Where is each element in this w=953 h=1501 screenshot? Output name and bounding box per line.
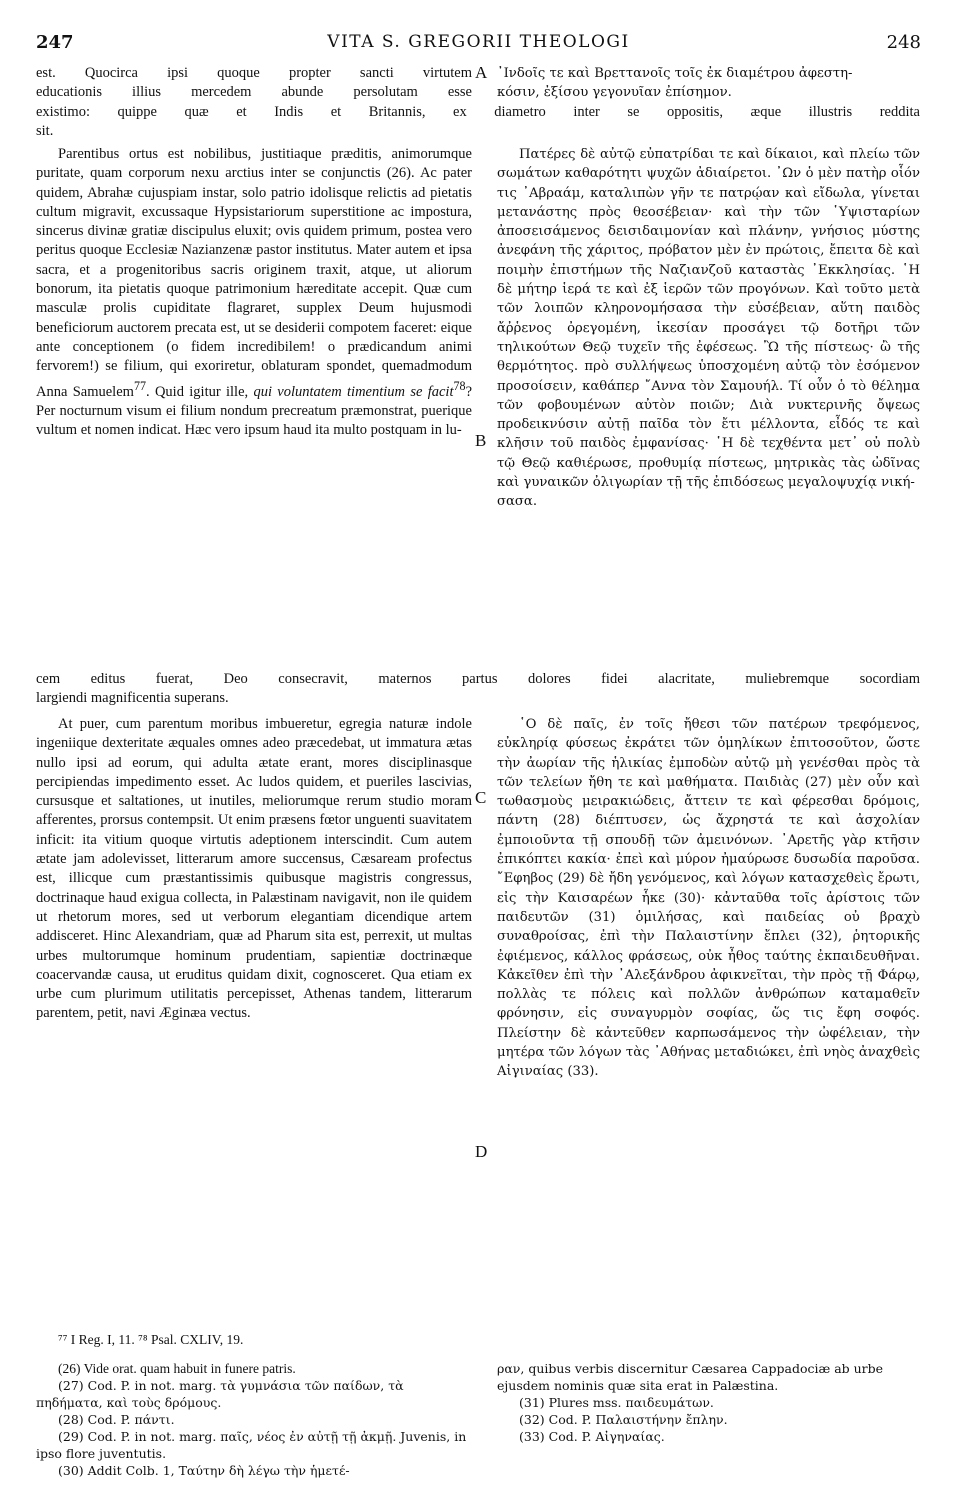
top-full-width xyxy=(36,103,920,142)
para1-latin-c: ? Per nocturnum visum ei filium nondum precreatum præmonstrat, puerique vultum et nomen indicat. Hæc vero ipsum haud ita multo postquam in lu- xyxy=(36,383,473,438)
margin-marker-c: C xyxy=(475,788,487,807)
mid-full-line-2: largiendi magnificentia superans. xyxy=(36,690,229,707)
para2-greek xyxy=(497,715,920,1082)
top-greek-line-2: κόσιν, ἐξίσου γεγονυῖαν ἐπίσημον. xyxy=(497,85,732,101)
note-28: (28) Cod. P. πάντι. xyxy=(58,1412,175,1427)
top-greek-line-1: ᾽Ινδοῖς τε καὶ Βρεττανοῖς τοῖς ἐκ διαμέτρου ἀφεστη- xyxy=(497,66,853,81)
para2-latin xyxy=(36,715,472,1024)
margin-marker-b: B xyxy=(475,431,487,450)
top-full-line-1: existimo: quippe quæ et Indis et Britannis, ex diametro inter se oppositis, æque illustris reddita xyxy=(36,104,920,120)
note-31: (31) Plures mss. παιδευμάτων. xyxy=(519,1395,714,1410)
note-27: (27) Cod. P. in not. marg. τὰ γυμνάσια τῶν παίδων, τὰ πηδήματα, καὶ τοὺς δρόμους. xyxy=(36,1378,404,1410)
para1-greek-end: σασα. xyxy=(497,494,538,510)
footnote-ref-78: 78 xyxy=(453,378,466,393)
para1-latin-italic: qui voluntatem timentium se facit xyxy=(253,383,454,400)
para1-latin-a: Parentibus ortus est nobilibus, justitiaque præditis, animorumque puritate, quam corporum nexu arctius inter se conjunctis (26). Ac pater quidem, Abrahæ cujuspiam instar, solo patrio idolisque relictis ad pietatis cultum migravit, excussaque Hypsistariorum superstitione ac impostura, sincerus divinæ gratiæ discipulus eluxit; ovis quidem primum, postea vero peritus quoque Ecclesiæ Nazianzenæ pastor institutus. Mater autem et ipsa sacra, et a progenitoribus sacris originem traxit, atque, ut aliorum bonorum, ita pietatis quoque patrimonium hæreditate accepit. Quæ cum masculæ prolis cupiditate flagraret, supplex Deum hujusmodi beneficiorum auctorem precata est, ut se desiderii compotem faceret: eique ante conceptionem (o fidem incredibilem! o prædicandum animi fervorem!) se filium, qui exoriretur, oblaturam spondet, quemadmodum Anna Samuelem xyxy=(36,146,472,400)
note-26: (26) Vide orat. quam habuit in funere patris. xyxy=(58,1361,296,1376)
para1-latin-text xyxy=(36,145,472,440)
notes-right xyxy=(497,1360,920,1445)
page-header xyxy=(36,32,921,56)
note-33: (33) Cod. P. Αἰγηναίας. xyxy=(519,1429,665,1444)
margin-marker-d: D xyxy=(475,1142,488,1161)
top-latin-line-2: educationis illius mercedem abunde persolutam esse xyxy=(36,84,472,101)
top-greek xyxy=(497,64,920,103)
top-latin-line-1: est. Quocirca ipsi quoque propter sancti virtutem xyxy=(36,65,472,81)
scripture-refs-text: ⁷⁷ I Reg. I, 11. ⁷⁸ Psal. CXLIV, 19. xyxy=(58,1332,244,1347)
para1-greek xyxy=(497,145,920,512)
note-29: (29) Cod. P. in not. marg. παῖς, νέος ἐν αὐτῇ τῇ ἀκμῇ. Juvenis, in ipso flore juventutis. xyxy=(36,1429,467,1461)
mid-full-width xyxy=(36,670,920,709)
page-number-right: 248 xyxy=(886,32,921,53)
para1-greek-text: Πατέρες δὲ αὐτῷ εὐπατρίδαι τε καὶ δίκαιοι, καὶ πλείω τῶν σωμάτων καθαρότητι ψυχῶν ἀδιαίρετοι. ᾽Ων ὁ μὲν πατὴρ οἷόν τις ᾽Αβραάμ, καταλιπὼν γῆν τε πατρῴαν καὶ εἴδωλα, γίνεται μετανάστης πρὸς θεοσέβειαν· καὶ τὴν τῶν ῾Υψισταρίων ἀποσεισάμενος δεισιδαιμονίαν καὶ πλάνην, γνήσιος μύστης ἀνεφάνη τῆς χάριτος, πρόβατον μὲν ἐν πρώτοις, ἔπειτα δὲ καὶ ποιμὴν ἐπιστήμων τῆς Ναζιανζοῦ καταστὰς ᾽Εκκλησίας. ῾Η δὲ μήτηρ ἱερά τε καὶ ἐξ ἱερῶν τῶν προγόνων. Καὶ τοῦτο μετὰ τῶν λοιπῶν κληρονομήσασα τὴν εὐσέβειαν, αὕτη παιδὸς ἄῤῥενος ὀρεγομένη, ἱκεσίαν προσάγει τῷ δοτῆρι τῶν τηλικούτων Θεῷ τυχεῖν τῆς ἐφέσεως. Ὢ τῆς πίστεως· ὢ τῆς θερμότητος. πρὸ συλλήψεως ὑποσχομένη αὐτῷ τὸν ἐσόμενον προσοίσειν, καθάπερ ῎Αννα τὸν Σαμουήλ. Τί οὖν ὁ τὸ θέλημα τῶν φοβουμένων αὐτὸν ποιῶν; Διὰ νυκτερινῆς ὄψεως προδεικνύσιν αὐτῇ παῖδα τὸν ἔτι μέλλοντα, εἶδός τε καὶ κλῆσιν τοῦ παιδὸς ἐμφανίσας· ῾Η δὲ τεχθέντα μετ᾽ οὐ πολὺ τῷ Θεῷ καθιέρωσε, προθυμίᾳ πίστεως, μητρικὰς τὰς ὠδῖνας καὶ γυναικῶν ὀλιγωρίαν τῇ τῆς ἐπιδόσεως μεγαλοψυχίᾳ νική- xyxy=(497,147,920,491)
note-32: (32) Cod. P. Παλαιστήνην ἔπλην. xyxy=(519,1412,728,1427)
footnote-ref-77: 77 xyxy=(133,378,147,393)
top-full-line-2: sit. xyxy=(36,123,54,140)
running-title: VITA S. GREGORII THEOLOGI xyxy=(327,32,630,52)
notes-left xyxy=(36,1360,472,1479)
para1-latin-b: . Quid igitur ille, xyxy=(146,383,249,400)
margin-marker-a: A xyxy=(475,63,488,82)
page-number-left: 247 xyxy=(36,32,74,53)
para2-greek-text: ῾Ο δὲ παῖς, ἐν τοῖς ἤθεσι τῶν πατέρων τρεφόμενος, εὐκληρίᾳ φύσεως ἐκράτει τῶν ὁμηλίκων ἐπιτοσοῦτον, ὥστε τὴν ἀωρίαν τῆς ἡλικίας ἐμποδὼν αὐτῷ μὴ γενέσθαι πρὸς τὰ τῶν τελείων ἤθη τε καὶ μαθήματα. Παιδιὰς (27) μὲν οὖν καὶ τωθασμοὺς μειρακιώδεις, ἄττειν τε καὶ φέρεσθαι δρόμοις, πάντη (28) διέπτυσεν, ὡς ἄχρηστά τε καὶ ἀσχολίαν ἐμποιοῦντα τῇ σπουδῇ τῶν ἀμεινόνων. ᾽Αρετῆς γὰρ κτῆσιν ἐπικόπτει κακία· ἐπεὶ καὶ μύρον ἠμαύρωσε δυσωδία παροῦσα. ῎Εφηβος (29) δὲ ἤδη γενόμενος, καὶ λόγων κατασχεθεὶς ἔρωτι, εἰς τὴν Καισαρέων ἧκε (30)· κἀνταῦθα τοῖς ἀρίστοις τῶν παιδευτῶν (31) ὁμιλήσας, καὶ παιδείας οὐ βραχὺ συναθροίσας, ἐπὶ τὴν Παλαιστίνην ἔπλει (32), ῥητορικῆς ἐφιέμενος, κάλλος φράσεως, οὐκ ἦθος ταύτης ἐκπαιδευθῆναι. Κἀκεῖθεν ἐπὶ τὴν ᾽Αλεξάνδρου ἀφικνεῖται, τὴν πρὸς τῇ Φάρῳ, πολλὰς τε πόλεις καὶ πολλῶν ἀνθρώπων καταμαθεῖν φρόνησιν, εἰς συναγυρμὸν σοφίας, ὥς τις ἔφη σοφός. Πλείστην δὲ κἀντεῦθεν καρπωσάμενος τὴν ὠφέλειαν, τὴν μητέρα τῶν λόγων τὰς ᾽Αθήνας μεταδιώκει, ἐπὶ νηὸς ἀναχθεὶς Αἰγιναίας (33). xyxy=(497,717,920,1080)
note-30-cont: ραν, quibus verbis discernitur Cæsarea Cappadociæ ab urbe ejusdem nominis quæ sita erat in Palæstina. xyxy=(497,1361,884,1393)
para2-latin-text: At puer, cum parentum moribus imbueretur, egregia naturæ indole ingeniique dexteritate æquales omnes adeo præcedebat, ut immatura ætas nullo ipsi ad eorum, qui adulta ætate erant, mores disciplinasque percipiendas impedimento esset. Ac ludos quidem, et pueriles lascivias, cursusque et saltationes, ut inutiles, meliorumque rerum studio moram afferentes, prorsus contempsit. Ut enim præsens fœtor unguenti suavitatem inficit: ita vitium quoque virtutis adeptionem interscindit. Cum autem ætate jam adolevisset, litterarum amore succensus, Cæsaream profectus est, illicque cum præstantissimis quibusque magistris congressus, doctrinaque haud exigua collecta, in Palæstinam navigavit, non ile quidem ut rhetorum mores, sed ut verborum elegantiam dicendique artem addisceret. Hinc Alexandriam, quæ ad Pharum sita est, perrexit, ut multas urbes multorumque hominum prudentiam, sapientiæ doctrinæque coacervandæ causa, ut eruditus quidam dixit, cognosceret. Qua etiam ex urbe cum plurimum utilitatis percepisset, Athenas tandem, litterarum parentem, petit, navi Æginæa vectus. xyxy=(36,716,472,1022)
scripture-refs xyxy=(36,1330,472,1349)
para1-latin xyxy=(36,145,472,440)
note-30: (30) Addit Colb. 1, Ταύτην δὴ λέγω τὴν ἡμετέ- xyxy=(58,1463,350,1478)
top-latin xyxy=(36,64,472,103)
mid-full-line-1: cem editus fuerat, Deo consecravit, maternos partus dolores fidei alacritate, muliebremque socordiam xyxy=(36,671,920,687)
